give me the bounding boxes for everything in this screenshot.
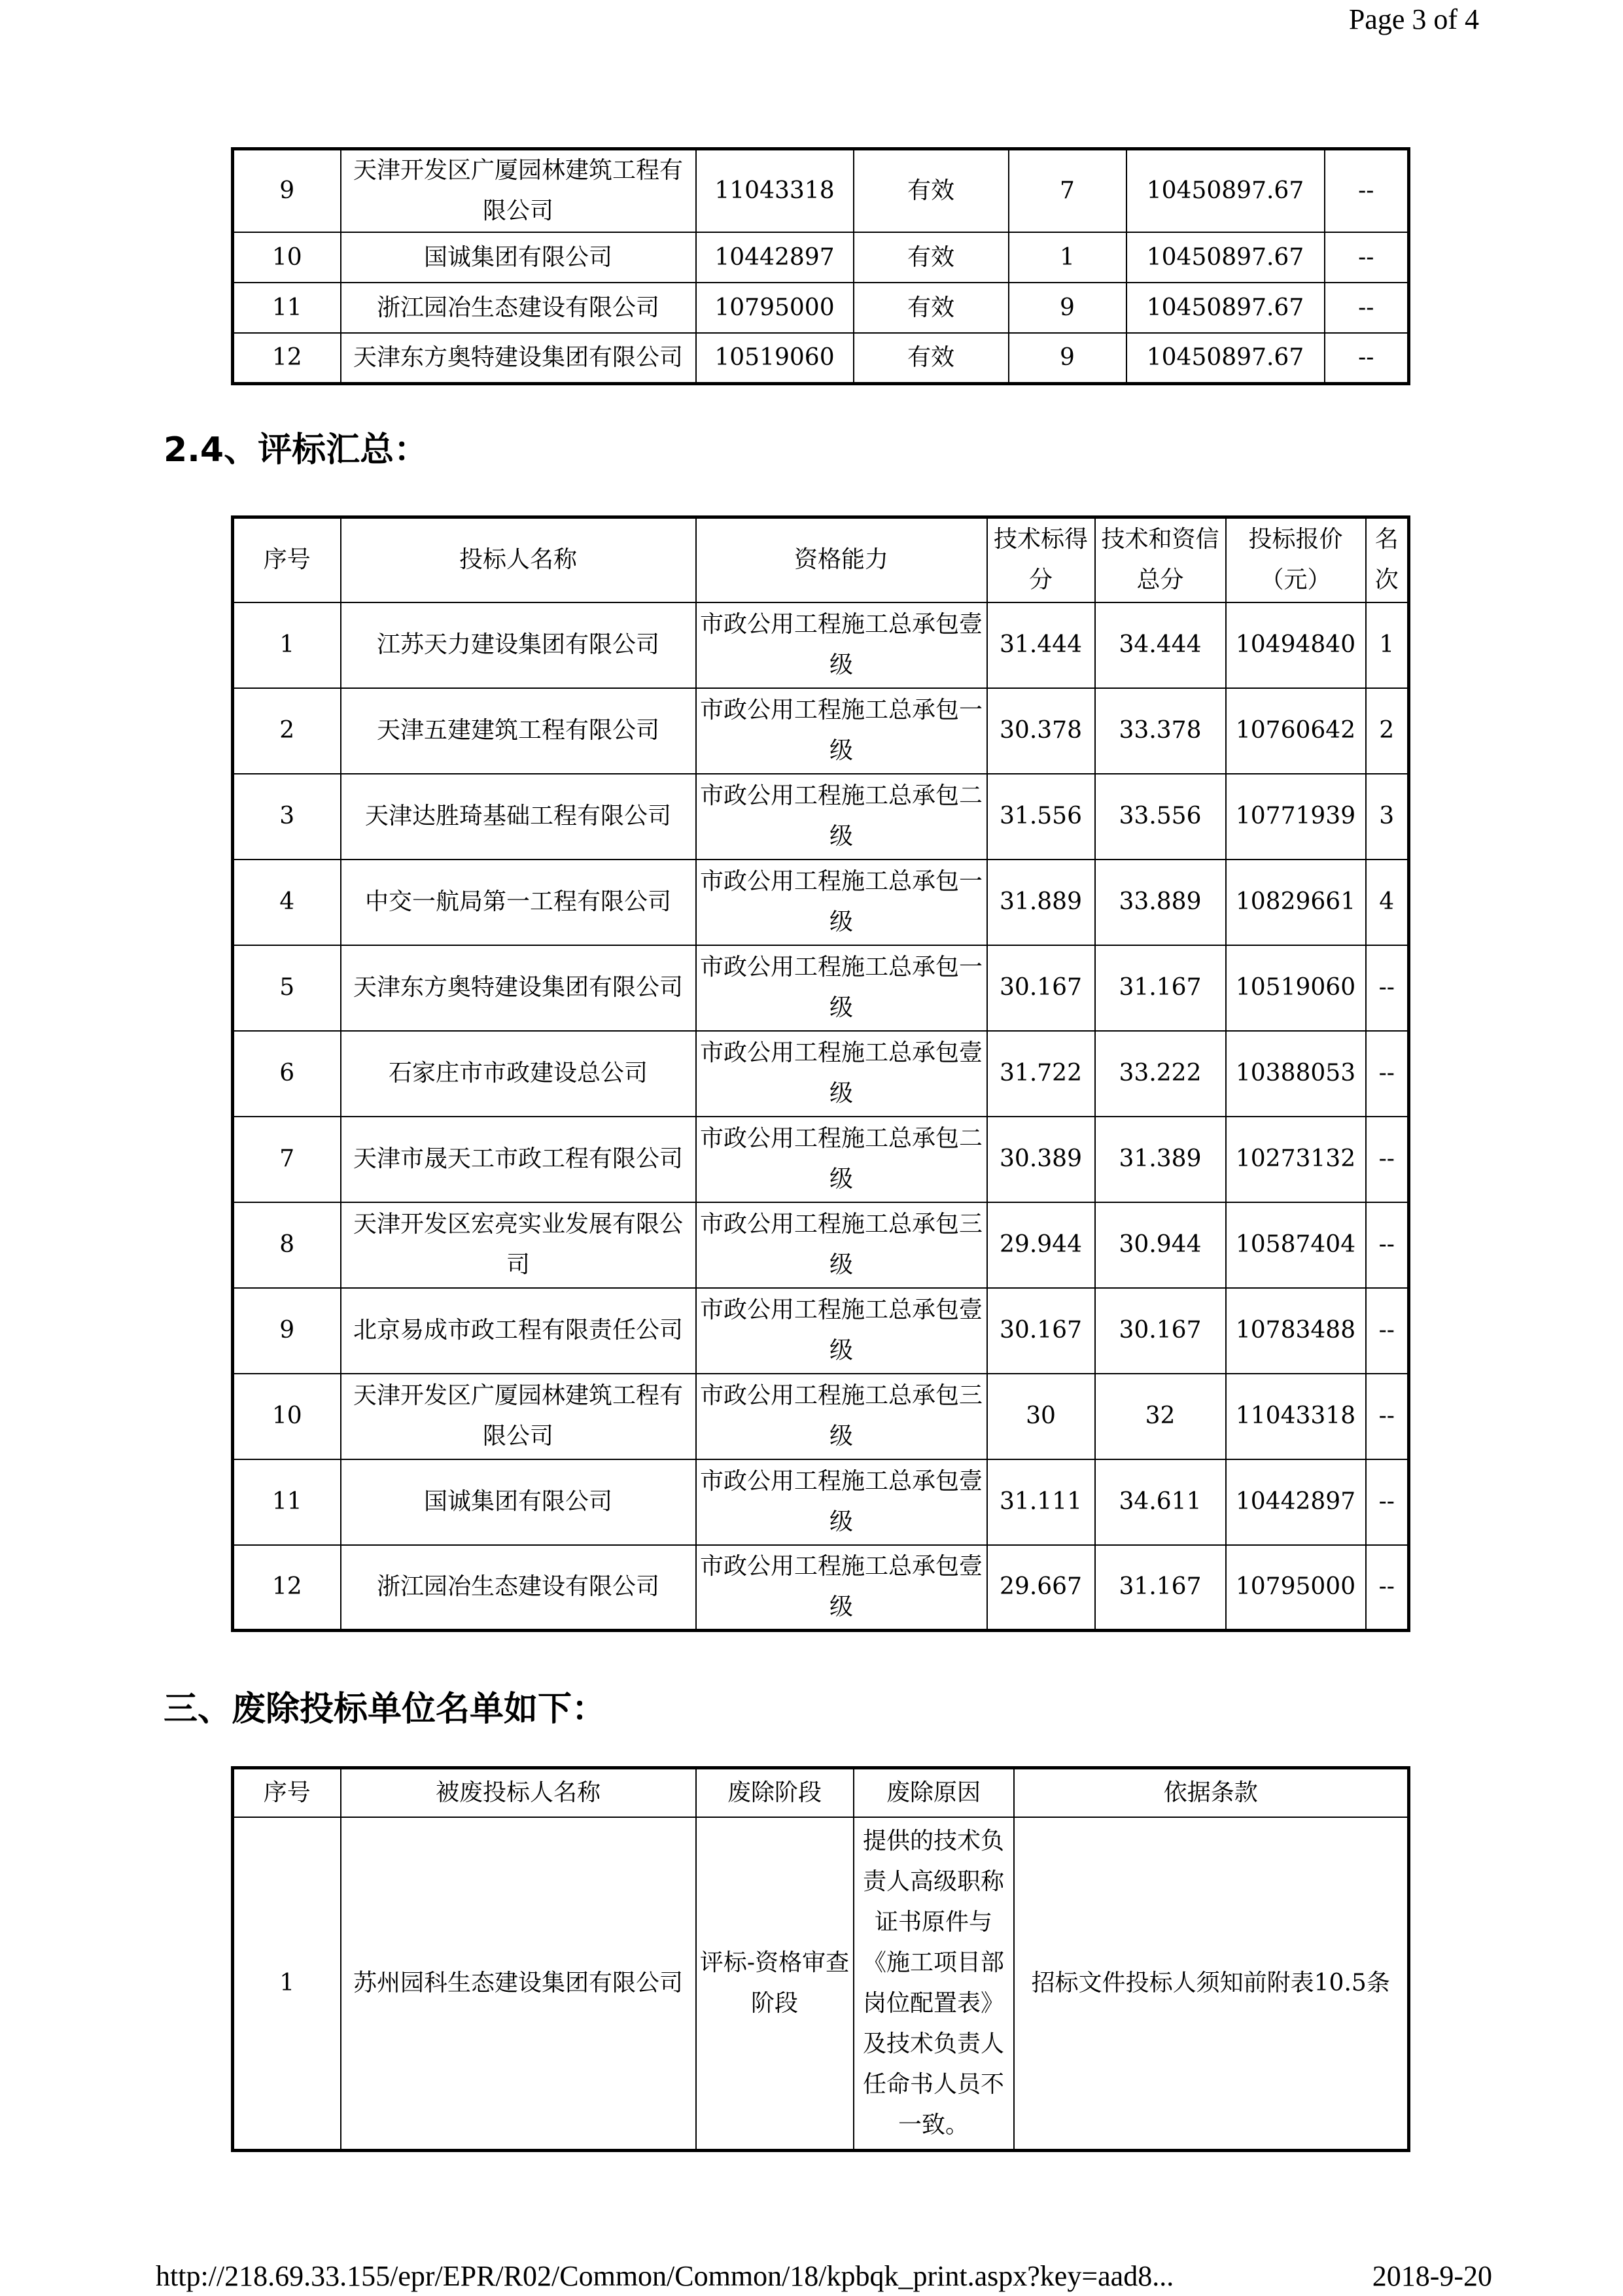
footer-date: 2018-9-20 xyxy=(1372,2260,1492,2292)
table-row xyxy=(233,1545,1409,1631)
table-row-cell: 10450897.67 xyxy=(1126,283,1325,333)
table-row-cell: 5 xyxy=(233,945,341,1031)
footer-url: http://218.69.33.155/epr/EPR/R02/Common/Common/18/kpbqk_print.aspx?key=aad8... xyxy=(156,2260,1174,2292)
table-row-cell: 33.556 xyxy=(1095,774,1226,860)
page-number-label: Page 3 of 4 xyxy=(1348,3,1479,35)
table-row-cell: 评标-资格审查阶段 xyxy=(696,1817,854,2151)
table-row-cell: 市政公用工程施工总承包壹级 xyxy=(696,1288,987,1374)
table-row xyxy=(233,602,1409,688)
table-header-row xyxy=(233,1768,1409,1817)
table-row-cell: 31.556 xyxy=(987,774,1095,860)
table-row-cell: 10442897 xyxy=(696,232,854,283)
table-row-cell: 11 xyxy=(233,283,341,333)
table-row-cell: 10450897.67 xyxy=(1126,232,1325,283)
table-row-cell: 1 xyxy=(1009,232,1126,283)
table-row-cell: 4 xyxy=(233,860,341,945)
section-heading-evaluation-summary: 2.4、评标汇总： xyxy=(164,430,428,470)
table-row xyxy=(233,1288,1409,1374)
table-row-cell: 2 xyxy=(233,688,341,774)
table-row-cell: 浙江园冶生态建设有限公司 xyxy=(341,1545,696,1631)
table-row-cell: 10273132 xyxy=(1226,1117,1366,1202)
table-row-cell: 1 xyxy=(233,1817,341,2151)
table-row-cell: 30.944 xyxy=(1095,1202,1226,1288)
table-row-cell: 市政公用工程施工总承包二级 xyxy=(696,774,987,860)
table-row-cell: 10 xyxy=(233,232,341,283)
table-row-cell: 31.889 xyxy=(987,860,1095,945)
table-row-cell: 9 xyxy=(1009,333,1126,383)
table-row-cell: 市政公用工程施工总承包一级 xyxy=(696,688,987,774)
table-row-cell: 天津东方奥特建设集团有限公司 xyxy=(341,333,696,383)
table-row-cell: 有效 xyxy=(854,232,1009,283)
table-row-cell: 市政公用工程施工总承包二级 xyxy=(696,1117,987,1202)
table-row xyxy=(233,1374,1409,1459)
table-row-cell: 10587404 xyxy=(1226,1202,1366,1288)
table-row-cell: 市政公用工程施工总承包壹级 xyxy=(696,1545,987,1631)
table-row-cell: 9 xyxy=(233,1288,341,1374)
table-row-cell: 有效 xyxy=(854,333,1009,383)
table-row-cell: 33.889 xyxy=(1095,860,1226,945)
column-header: 名次 xyxy=(1366,517,1409,602)
table-row-cell: 10388053 xyxy=(1226,1031,1366,1117)
table-row-cell: 7 xyxy=(233,1117,341,1202)
column-header: 序号 xyxy=(233,517,341,602)
column-header: 序号 xyxy=(233,1768,341,1817)
table-row-cell: -- xyxy=(1325,333,1409,383)
table-row-cell: -- xyxy=(1366,1117,1409,1202)
table-row-cell: -- xyxy=(1325,232,1409,283)
table-row-cell: 31.111 xyxy=(987,1459,1095,1545)
table-row-cell: 市政公用工程施工总承包三级 xyxy=(696,1202,987,1288)
column-header: 被废投标人名称 xyxy=(341,1768,696,1817)
table-row-cell: 4 xyxy=(1366,860,1409,945)
table-row-cell: 33.378 xyxy=(1095,688,1226,774)
table-row-cell: 10442897 xyxy=(1226,1459,1366,1545)
section-heading-rejected-bidders: 三、废除投标单位名单如下： xyxy=(164,1690,606,1729)
table-row-cell: 10760642 xyxy=(1226,688,1366,774)
table-row xyxy=(233,283,1409,333)
table-row-cell: 提供的技术负责人高级职称证书原件与《施工项目部岗位配置表》及技术负责人任命书人员不一致。 xyxy=(854,1817,1014,2151)
table-row-cell: 天津东方奥特建设集团有限公司 xyxy=(341,945,696,1031)
table-row-cell: 中交一航局第一工程有限公司 xyxy=(341,860,696,945)
table-row-cell: 2 xyxy=(1366,688,1409,774)
table-row-cell: 石家庄市市政建设总公司 xyxy=(341,1031,696,1117)
table-row-cell: -- xyxy=(1325,283,1409,333)
table-row-cell: 34.444 xyxy=(1095,602,1226,688)
table-row-cell: 10519060 xyxy=(1226,945,1366,1031)
table-row xyxy=(233,1117,1409,1202)
table-row-cell: 6 xyxy=(233,1031,341,1117)
table-row-cell: 10450897.67 xyxy=(1126,333,1325,383)
table-row xyxy=(233,688,1409,774)
table-row-cell: 市政公用工程施工总承包壹级 xyxy=(696,1459,987,1545)
table-row-cell: 天津达胜琦基础工程有限公司 xyxy=(341,774,696,860)
table-row-cell: 3 xyxy=(233,774,341,860)
table-row-cell: 天津开发区宏亮实业发展有限公司 xyxy=(341,1202,696,1288)
table-row xyxy=(233,945,1409,1031)
table-row-cell: 11043318 xyxy=(696,149,854,233)
table-row xyxy=(233,860,1409,945)
table-row-cell: 9 xyxy=(233,149,341,233)
column-header: 投标人名称 xyxy=(341,517,696,602)
table-row-cell: 7 xyxy=(1009,149,1126,233)
table-row-cell: -- xyxy=(1366,945,1409,1031)
table-row-cell: 市政公用工程施工总承包三级 xyxy=(696,1374,987,1459)
table-row-cell: 10771939 xyxy=(1226,774,1366,860)
table-row-cell: 天津开发区广厦园林建筑工程有限公司 xyxy=(341,1374,696,1459)
table-row-cell: 10494840 xyxy=(1226,602,1366,688)
table-row-cell: 10783488 xyxy=(1226,1288,1366,1374)
table-row-cell: 33.222 xyxy=(1095,1031,1226,1117)
table-row-cell: -- xyxy=(1366,1545,1409,1631)
table-row-cell: -- xyxy=(1366,1031,1409,1117)
table-row-cell: 浙江园冶生态建设有限公司 xyxy=(341,283,696,333)
table-row-cell: -- xyxy=(1366,1459,1409,1545)
column-header: 投标报价（元） xyxy=(1226,517,1366,602)
column-header: 技术和资信总分 xyxy=(1095,517,1226,602)
table-row xyxy=(233,232,1409,283)
column-header: 资格能力 xyxy=(696,517,987,602)
table-row-cell: 市政公用工程施工总承包一级 xyxy=(696,945,987,1031)
table-row-cell: 10519060 xyxy=(696,333,854,383)
column-header: 废除原因 xyxy=(854,1768,1014,1817)
table-row-cell: 30 xyxy=(987,1374,1095,1459)
table-row-cell: 10 xyxy=(233,1374,341,1459)
table-row-cell: 31.444 xyxy=(987,602,1095,688)
evaluation-summary-table xyxy=(231,515,1410,1632)
table-row-cell: 30.167 xyxy=(987,1288,1095,1374)
table-row xyxy=(233,774,1409,860)
table-row-cell: 9 xyxy=(1009,283,1126,333)
table-row-cell: 10450897.67 xyxy=(1126,149,1325,233)
table-row-cell: 30.167 xyxy=(1095,1288,1226,1374)
table-row-cell: 国诚集团有限公司 xyxy=(341,232,696,283)
table-row-cell: 有效 xyxy=(854,149,1009,233)
table-row-cell: 北京易成市政工程有限责任公司 xyxy=(341,1288,696,1374)
table-row xyxy=(233,1031,1409,1117)
table-row-cell: 苏州园科生态建设集团有限公司 xyxy=(341,1817,696,2151)
table-row xyxy=(233,1817,1409,2151)
table-row-cell: 12 xyxy=(233,1545,341,1631)
table-row-cell: -- xyxy=(1325,149,1409,233)
table-row-cell: 11 xyxy=(233,1459,341,1545)
table-row xyxy=(233,149,1409,233)
column-header: 废除阶段 xyxy=(696,1768,854,1817)
table-row-cell: 国诚集团有限公司 xyxy=(341,1459,696,1545)
table-row-cell: 江苏天力建设集团有限公司 xyxy=(341,602,696,688)
table-row-cell: 市政公用工程施工总承包壹级 xyxy=(696,602,987,688)
table-row-cell: -- xyxy=(1366,1288,1409,1374)
table-row-cell: 天津五建建筑工程有限公司 xyxy=(341,688,696,774)
table-row-cell: 市政公用工程施工总承包壹级 xyxy=(696,1031,987,1117)
table-header-row xyxy=(233,517,1409,602)
table-row-cell: -- xyxy=(1366,1374,1409,1459)
table-row-cell: 31.722 xyxy=(987,1031,1095,1117)
table-row-cell: 31.389 xyxy=(1095,1117,1226,1202)
table-row-cell: 1 xyxy=(1366,602,1409,688)
table-row-cell: 市政公用工程施工总承包一级 xyxy=(696,860,987,945)
table-row-cell: 3 xyxy=(1366,774,1409,860)
table-row-cell: 32 xyxy=(1095,1374,1226,1459)
table-row-cell: 12 xyxy=(233,333,341,383)
table-row xyxy=(233,333,1409,383)
table-row-cell: -- xyxy=(1366,1202,1409,1288)
table-row-cell: 31.167 xyxy=(1095,1545,1226,1631)
table-row-cell: 29.944 xyxy=(987,1202,1095,1288)
table-row-cell: 1 xyxy=(233,602,341,688)
table-row-cell: 11043318 xyxy=(1226,1374,1366,1459)
table-row-cell: 天津开发区广厦园林建筑工程有限公司 xyxy=(341,149,696,233)
table-row-cell: 31.167 xyxy=(1095,945,1226,1031)
table-row-cell: 29.667 xyxy=(987,1545,1095,1631)
table-row-cell: 招标文件投标人须知前附表10.5条 xyxy=(1014,1817,1409,2151)
table-row-cell: 30.167 xyxy=(987,945,1095,1031)
table-row xyxy=(233,1459,1409,1545)
table-row-cell: 8 xyxy=(233,1202,341,1288)
table-row-cell: 天津市晟天工市政工程有限公司 xyxy=(341,1117,696,1202)
table-row-cell: 10829661 xyxy=(1226,860,1366,945)
column-header: 技术标得分 xyxy=(987,517,1095,602)
column-header: 依据条款 xyxy=(1014,1768,1409,1817)
table-row-cell: 30.389 xyxy=(987,1117,1095,1202)
table-row-cell: 10795000 xyxy=(696,283,854,333)
table-row-cell: 30.378 xyxy=(987,688,1095,774)
table-row-cell: 10795000 xyxy=(1226,1545,1366,1631)
rejected-bidders-table xyxy=(231,1766,1410,2152)
table-row-cell: 34.611 xyxy=(1095,1459,1226,1545)
table-row xyxy=(233,1202,1409,1288)
table-row-cell: 有效 xyxy=(854,283,1009,333)
bid-validity-table-continued xyxy=(231,147,1410,385)
